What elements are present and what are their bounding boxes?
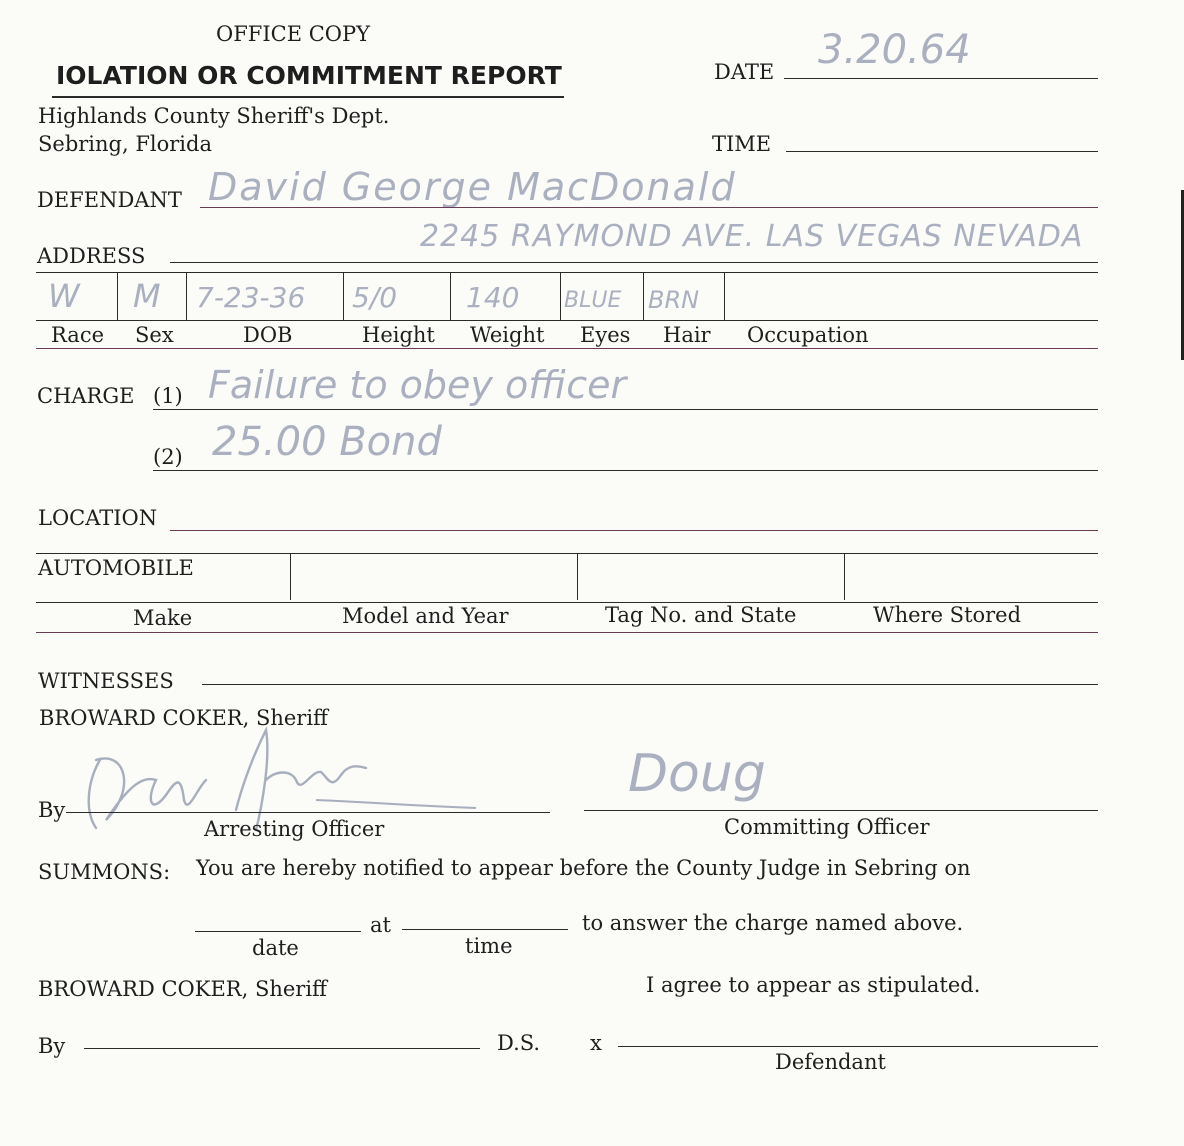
date-value: 3.20.64: [818, 27, 971, 73]
dob-label: DOB: [243, 323, 293, 347]
time-line: [786, 151, 1098, 152]
charge-1-number: (1): [153, 384, 183, 408]
summons-time-label: time: [465, 934, 513, 958]
summons-time-line: [402, 929, 568, 930]
summons-ds-label: D.S.: [497, 1031, 541, 1055]
summons-defendant-label: Defendant: [775, 1050, 886, 1074]
hair-value: BRN: [648, 286, 700, 314]
weight-value: 140: [466, 281, 520, 314]
committing-officer-signature: Doug: [628, 744, 766, 804]
dob-value: 7-23-36: [196, 281, 306, 314]
height-value: 5/0: [352, 281, 398, 314]
agency-city: Sebring, Florida: [38, 132, 212, 156]
eyes-label: Eyes: [580, 323, 631, 347]
divider-tag-stored: [844, 554, 845, 600]
witnesses-line: [202, 684, 1098, 685]
summons-at-label: at: [370, 913, 391, 937]
committing-officer-label: Committing Officer: [724, 815, 930, 839]
summons-label: SUMMONS:: [38, 860, 171, 884]
defendant-line: [200, 207, 1098, 208]
automobile-bottom-line: [36, 632, 1098, 633]
by-label: By: [38, 798, 66, 822]
make-label: Make: [133, 606, 193, 630]
summons-agree-text: I agree to appear as stipulated.: [646, 973, 981, 997]
address-value: 2245 RAYMOND AVE. LAS VEGAS NEVADA: [420, 219, 1084, 254]
race-value: W: [48, 277, 80, 315]
charge-1-value: Failure to obey officer: [208, 363, 627, 407]
summons-date-line: [195, 931, 361, 932]
summons-text: You are hereby notified to appear before the County Judge in Sebring on: [196, 856, 971, 880]
sex-value: M: [133, 277, 161, 315]
arresting-officer-label: Arresting Officer: [204, 817, 385, 841]
sex-label: Sex: [135, 323, 174, 347]
title-underline: [52, 96, 564, 98]
automobile-label: AUTOMOBILE: [38, 556, 194, 580]
charge-2-value: 25.00 Bond: [212, 419, 442, 465]
arresting-officer-line: [66, 812, 550, 813]
where-stored-label: Where Stored: [873, 603, 1022, 627]
divider-eyes-hair: [643, 272, 644, 320]
divider-sex-dob: [186, 272, 187, 320]
summons-defendant-line: [618, 1046, 1098, 1047]
charge-label: CHARGE: [37, 384, 135, 408]
divider-race-sex: [117, 272, 118, 320]
divider-model-tag: [577, 554, 578, 600]
charge-1-line: [153, 409, 1098, 410]
eyes-value: BLUE: [564, 288, 622, 313]
weight-label: Weight: [470, 323, 545, 347]
time-label: TIME: [712, 132, 772, 156]
divider-weight-eyes: [560, 272, 561, 320]
witnesses-label: WITNESSES: [38, 669, 174, 693]
race-label: Race: [51, 323, 105, 347]
summons-sheriff-name: BROWARD COKER, Sheriff: [38, 977, 327, 1001]
automobile-top-line: [36, 553, 1098, 554]
summons-x-label: x: [590, 1031, 602, 1055]
summons-answer-text: to answer the charge named above.: [582, 911, 964, 935]
committing-officer-line: [584, 810, 1098, 811]
address-line-lower: [36, 272, 1098, 273]
date-line: [784, 78, 1098, 79]
date-label: DATE: [714, 60, 775, 84]
summons-date-label: date: [252, 936, 299, 960]
divider-hair-occupation: [724, 272, 725, 320]
location-line: [170, 530, 1098, 531]
summons-deputy-line: [84, 1048, 480, 1049]
divider-make-model: [290, 554, 291, 600]
agency-name: Highlands County Sheriff's Dept.: [38, 104, 390, 128]
occupation-label: Occupation: [747, 323, 869, 347]
summons-by-label: By: [38, 1034, 66, 1058]
location-label: LOCATION: [38, 506, 158, 530]
defendant-label: DEFENDANT: [37, 188, 182, 212]
description-line: [36, 320, 1098, 321]
address-line: [170, 262, 1098, 263]
sheriff-name: BROWARD COKER, Sheriff: [39, 706, 328, 730]
height-label: Height: [362, 323, 435, 347]
charge-2-line: [153, 470, 1098, 471]
hair-label: Hair: [663, 323, 711, 347]
tag-state-label: Tag No. and State: [605, 603, 797, 627]
divider-height-weight: [450, 272, 451, 320]
description-line-lower: [36, 348, 1098, 349]
office-copy-label: OFFICE COPY: [216, 22, 371, 46]
model-year-label: Model and Year: [342, 604, 509, 628]
defendant-name: David George MacDonald: [208, 165, 737, 209]
charge-2-number: (2): [153, 445, 183, 469]
address-label: ADDRESS: [37, 244, 146, 268]
divider-dob-height: [343, 272, 344, 320]
form-title: IOLATION OR COMMITMENT REPORT: [56, 61, 562, 90]
